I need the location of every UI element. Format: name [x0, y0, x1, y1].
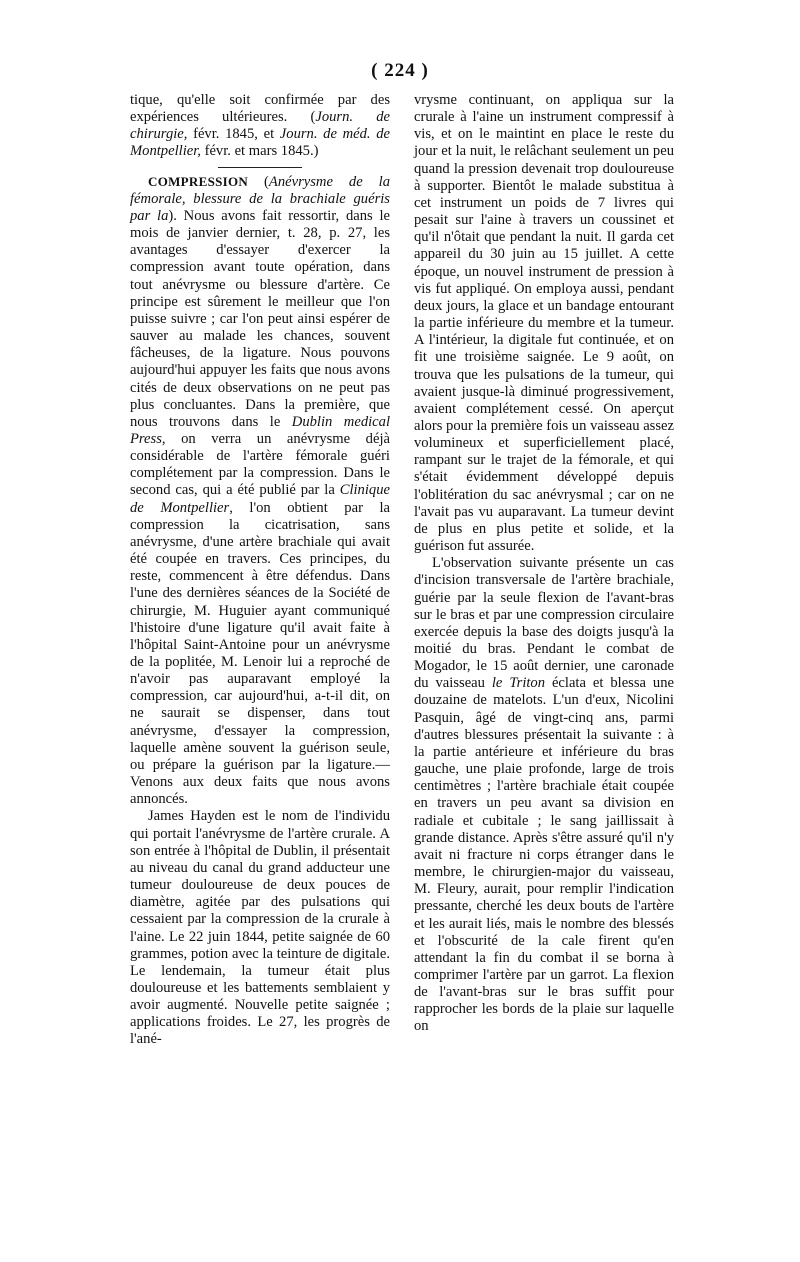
section-divider [218, 167, 302, 168]
section-heading: COMPRESSION [148, 173, 249, 189]
left-column [130, 92, 390, 1049]
journal-citation: Journ. de chirurgie, [130, 109, 390, 143]
paragraph-continuation: vrysme continuant, on appliqua sur la crurale à l'aine un instrument compressif à vis, et on le maintint en place le reste du jour et la nuit, le relâchant seulement un peu quand la pression devenait trop douloureuse à supporter. Bientôt le malade substitua à cet instrument un poids de 7 livres qui pesait sur l'aine à travers un coussinet et qu'il n'ôtait que pendant la nuit. Il garda cet appareil du 30 juin au 15 juillet. A cette époque, un nouvel instrument de pression à vis fut appliqué. On employa aussi, pendant deux jours, la glace et un bandage entourant la partie inférieure du membre et la tumeur. A l'intérieur, la digitale fut continuée, et on fit une troisième saignée. Le 9 août, on trouva que les pulsations de la tumeur, qui avaient jusque-là diminué progressivement, avaient complétement cessé. On aperçut alors pour la première fois un vaisseau assez volumineux et superficiellement placé, rampant sur le trajet de la fémorale, et qui s'était évidemment développé depuis l'oblitération du sac anévrysmal ; car on ne l'avait pas vu auparavant. La tumeur devint de plus en plus petite et solide, et la guérison fut assurée. [414, 92, 674, 555]
paragraph-hayden: James Hayden est le nom de l'individu qui portait l'anévrysme de l'artère crurale. A son entrée à l'hôpital de Dublin, il présentait au niveau du canal du grand adducteur une tumeur douloureuse de deux pouces de diamètre, agitée par des pulsations qui cessaient par la compression de la crurale à l'aine. Le 22 juin 1844, petite saignée de 60 grammes, potion avec la teinture de digitale. Le lendemain, la tumeur était plus douloureuse et les battements semblaient y avoir augmenté. Nouvelle petite saignée ; applications froides. Le 27, les progrès de l'ané- [130, 808, 390, 1048]
paragraph-observation: L'observation suivante présente un cas d'incision transversale de l'artère brachiale, guérie par la seule flexion de l'avant-bras sur le bras et par une compression circulaire exercée depuis la base des doigts jusqu'à la moitié du bras. Pendant le combat de Mogador, le 15 août dernier, une caronade du vaisseau le Triton éclata et blessa une douzaine de matelots. L'un d'eux, Nicolini Pasquin, âgé de vingt-cinq ans, parmi d'autres blessures présentait la suivante : à la partie antérieure et inférieure du bras gauche, une plaie profonde, large de trois centimètres ; l'artère brachiale était coupée en travers un peu avant sa division en radiale et cubitale ; le sang jaillissait à grande distance. Après s'être assuré qu'il n'y avait ni fracture ni corps étranger dans le membre, le chirurgien-major du vaisseau, M. Fleury, aurait, pour remplir l'indication pressante, cherché les deux bouts de l'artère et les aurait liés, mais le nombre des blessés et l'obscurité de la cale firent qu'en attendant la fin du combat il se borna à comprimer l'artère par un garrot. La flexion de l'avant-bras sur le bras suffit pour rapprocher les bords de la plaie sur laquelle on [414, 555, 674, 1035]
paragraph-compression: COMPRESSION (Anévrysme de la fémorale, blessure de la brachiale guéris par la). Nous avons fait ressortir, dans le mois de janvier dernier, t. 28, p. 27, les avantages d'essayer d'exercer la compression avant toute opération, dans tout anévrysme ou blessure d'artère. Ce principe est sûrement le meilleur que l'on puisse suivre ; car l'on peut ainsi espérer de sauver au malade les chances, souvent fâcheuses, de la ligature. Nous pouvons aujourd'hui appuyer les faits que nous avons cités de deux observations on ne peut pas plus concluantes. Dans la première, que nous trouvons dans le Dublin medical Press, on verra un anévrysme déjà considérable de l'artère fémorale guéri complétement par la compression. Dans le second cas, qui a été publié par la Clinique de Montpellier, l'on obtient par la compression la cicatrisation, sans anévrysme, d'une artère brachiale qui avait été coupée en travers. Ces principes, du reste, commencent à être défendus. Dans l'une des dernières séances de la Société de chirurgie, M. Huguier ayant communiqué l'histoire d'une ligature qu'il avait faite à l'hôpital Saint-Antoine pour un anévrysme de la poplitée, M. Lenoir lui a reproché de n'avoir pas auparavant employé la compression, car aujourd'hui, a-t-il dit, on ne saurait se dispenser, dans tout anévrysme, d'essayer la compression, laquelle amène souvent la guérison seule, ou prépare la guérison par la ligature.—Venons aux deux faits que nous avons annoncés. [130, 173, 391, 808]
paragraph-1: tique, qu'elle soit confirmée par des expériences ultérieures. (Journ. de chirurgie, févr. 1845, et Journ. de méd. de Montpellier, févr. et mars 1845.) [130, 92, 390, 160]
right-column [414, 92, 674, 1036]
page-number: ( 224 ) [371, 60, 429, 81]
journal-citation: Journ. de méd. de Montpellier, [130, 126, 390, 160]
